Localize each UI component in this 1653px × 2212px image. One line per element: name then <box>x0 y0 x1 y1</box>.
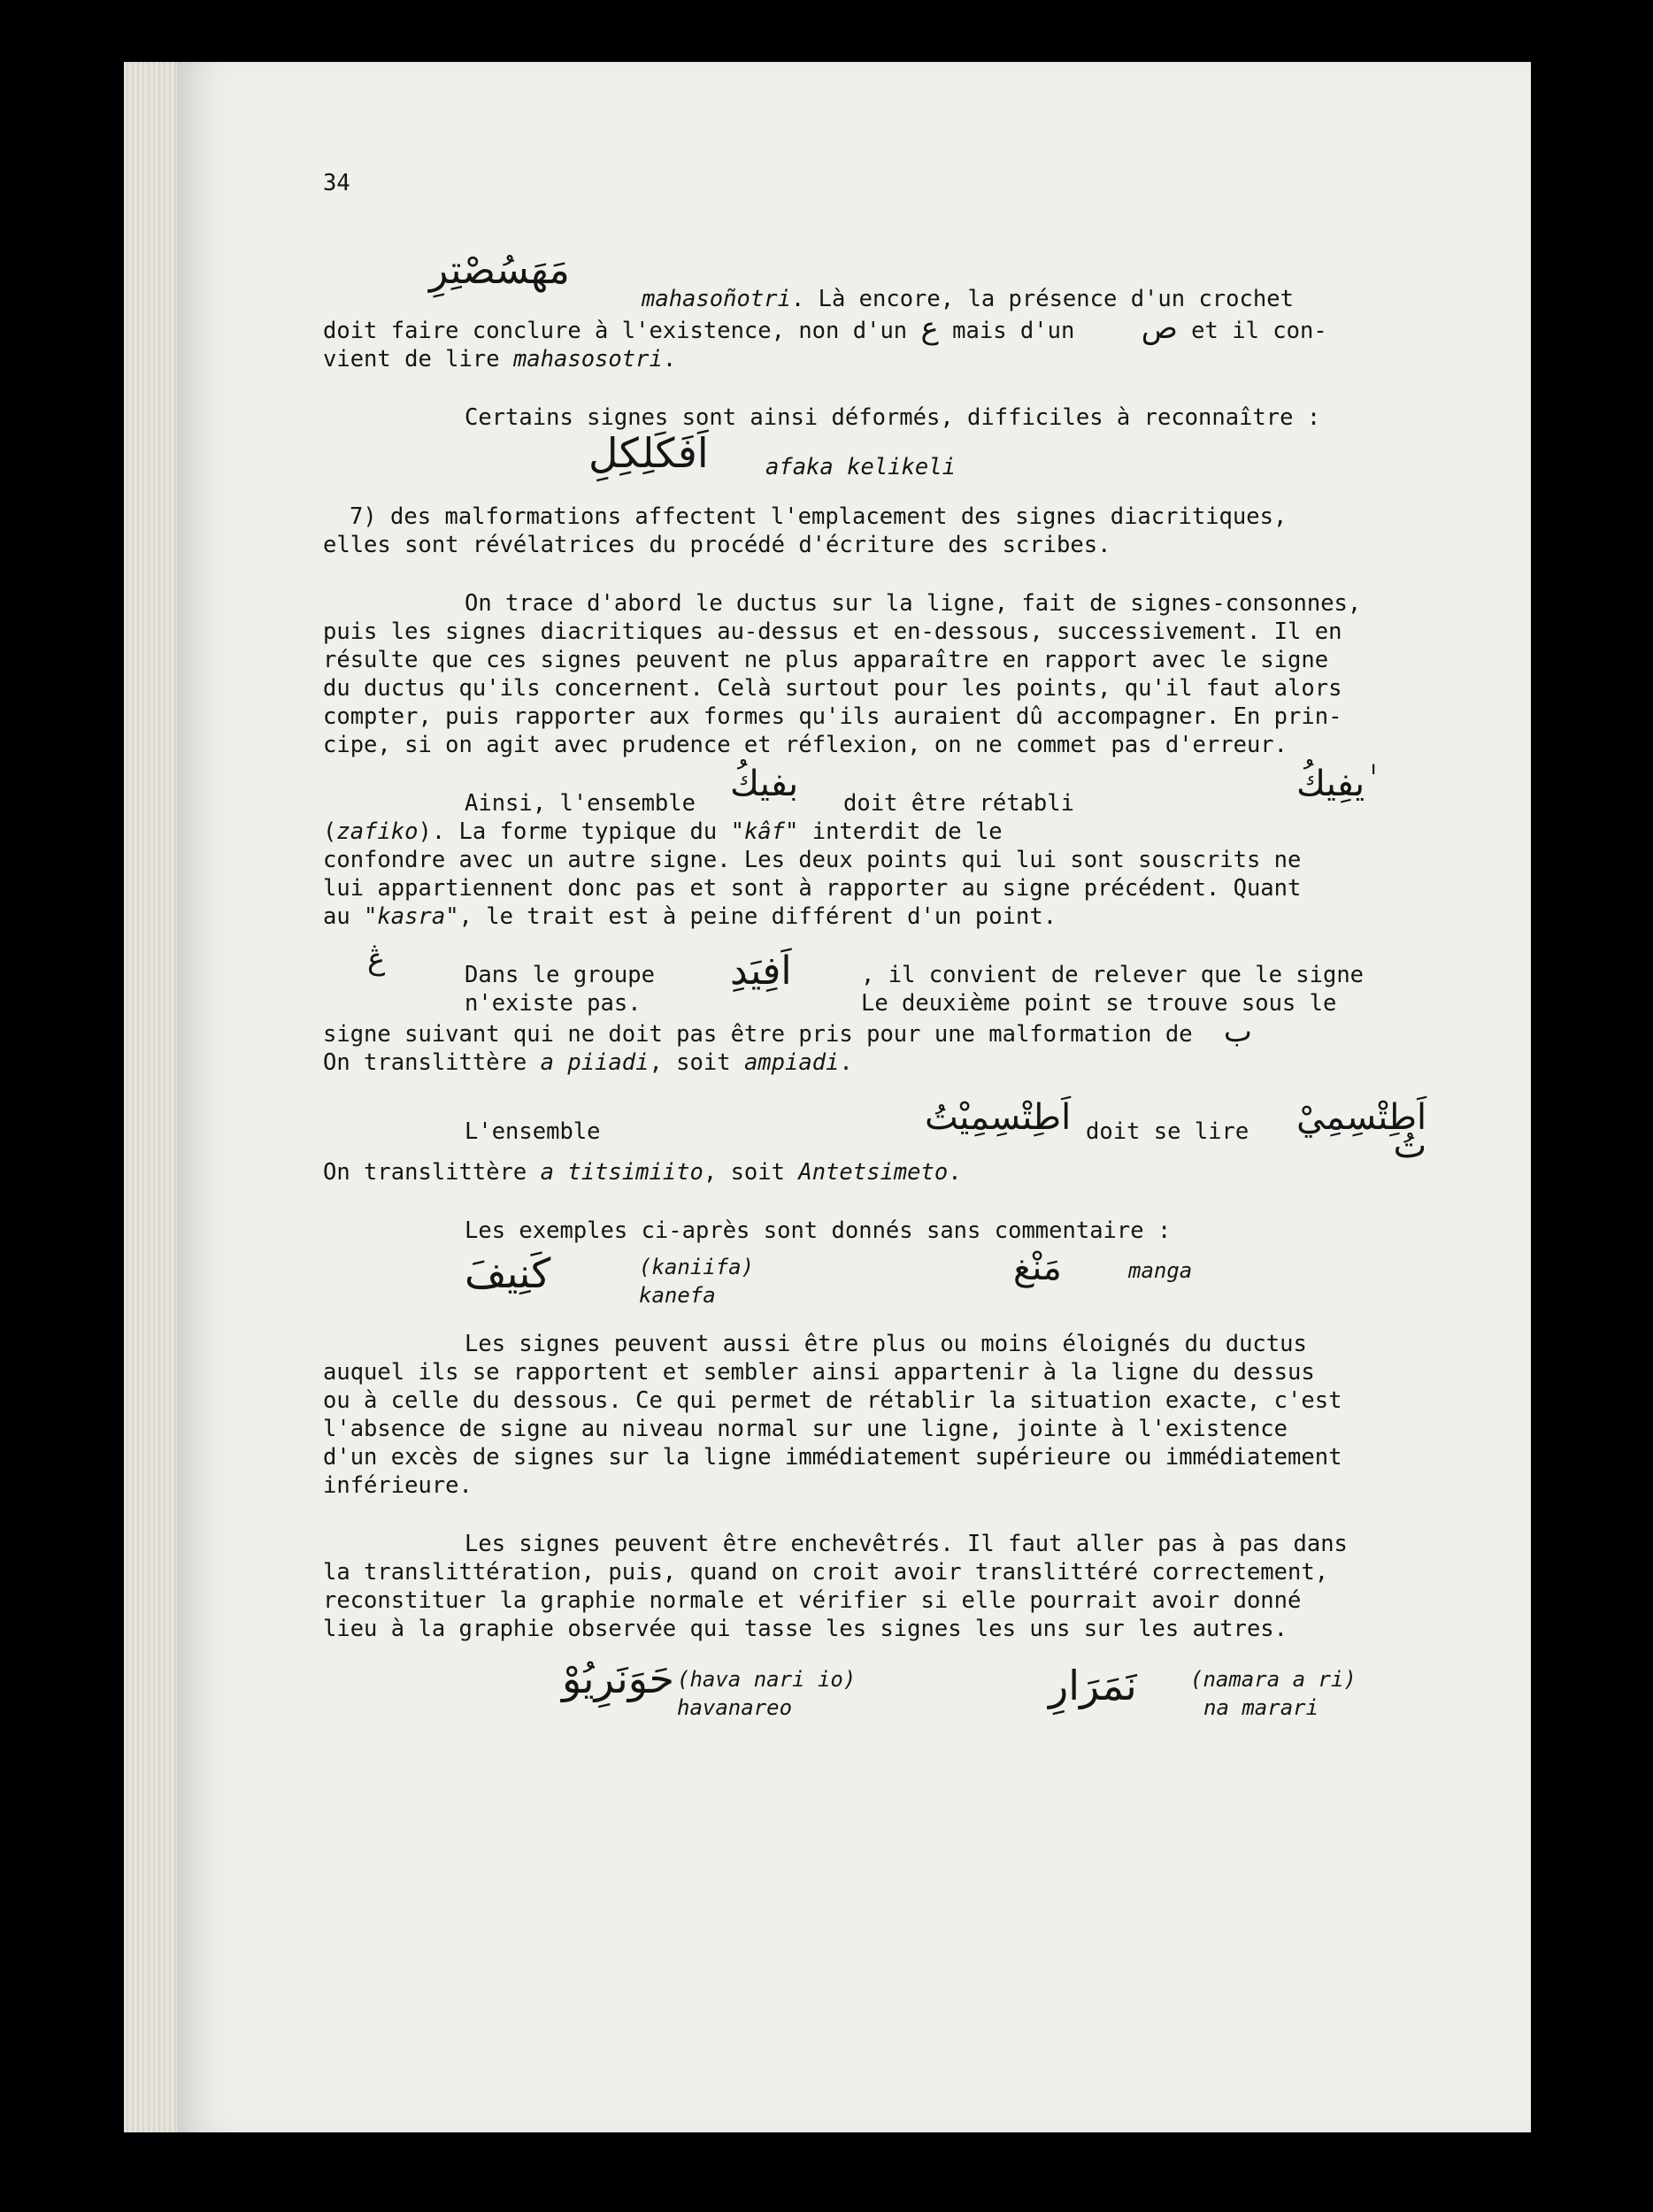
p6-line3 <box>323 1014 1394 1049</box>
p1-line3a: vient de lire <box>323 346 513 373</box>
p6-line2b: Le deuxième point se trouve sous le <box>861 990 1337 1017</box>
glyph-nga: ڠ <box>367 941 386 977</box>
p7-line2 <box>323 1158 1394 1187</box>
p6-line1 <box>323 949 1394 994</box>
p7-line1 <box>323 1097 1427 1166</box>
block-mahasonotri <box>323 168 1394 312</box>
gloss-havanareo: havanareo <box>677 1695 793 1720</box>
glyph-sad: ص <box>1141 311 1178 346</box>
page-body <box>323 168 1427 1740</box>
p6-line3a: signe suivant qui ne doit pas être pris pour une malformation de <box>323 1021 1193 1048</box>
p5-line1b: doit être rétabli <box>843 790 1074 817</box>
p7-line2b: , soit <box>703 1159 799 1186</box>
gloss-na-marari: na marari <box>1203 1695 1319 1720</box>
p4-line5: compter, puis rapporter aux formes qu'ils auraient dû accompagner. En prin- <box>323 703 1342 730</box>
glyph-ain: ع <box>920 311 939 346</box>
p4-line3: résulte que ces signes peuvent ne plus apparaître en rapport avec le signe <box>323 647 1329 673</box>
p5-line2b: ). La forme typique du " <box>418 818 744 845</box>
gloss-kanefa: kanefa <box>639 1283 716 1308</box>
arabic-namarari: نَمَرَارِ <box>1049 1662 1137 1709</box>
p1-line2 <box>323 311 1394 346</box>
p6-line4a: On translittère <box>323 1049 541 1076</box>
term-mahasonotri: mahasoñotri <box>642 286 791 312</box>
p9-line3: ou à celle du dessous. Ce qui permet de rétablir la situation exacte, c'est <box>323 1387 1342 1414</box>
p4-line4: du ductus qu'ils concernent. Celà surtout pour les points, qu'il faut alors <box>323 675 1342 702</box>
p5-line5b: ", le trait est à peine différent d'un point. <box>445 903 1057 930</box>
p10-line4: lieu à la graphie observée qui tasse les signes les uns sur les autres. <box>323 1616 1288 1642</box>
term-mahasosotri: mahasosotri <box>512 346 663 373</box>
arabic-zafiko: ٰيفِيكُ <box>1296 764 1365 804</box>
p1-line1 <box>642 285 1294 313</box>
p7-line1b: doit se lire <box>1086 1118 1249 1145</box>
p6-line1b: , il convient de relever que le signe <box>861 962 1365 988</box>
term-a-piiadi: a piiadi <box>540 1049 650 1076</box>
p8-text: Les exemples ci-après sont donnés sans commentaire : <box>465 1217 1172 1244</box>
gloss-hava-nari-io: (hava nari io) <box>677 1667 857 1692</box>
term-kaf: kâf <box>743 818 786 845</box>
gloss-kaniifa: (kaniifa) <box>639 1255 755 1279</box>
arabic-manga: مَنْغ <box>1013 1248 1062 1288</box>
p5-line2c: " interdit de le <box>785 818 1003 845</box>
p10-line2: la translittération, puis, quand on croit avoir translittéré correctement, <box>323 1559 1329 1586</box>
term-ampiadi: ampiadi <box>743 1049 840 1076</box>
p6-line2a: n'existe pas. <box>465 990 642 1017</box>
arabic-afaka-kelikeli: اَفَكَلِكِلِ <box>588 429 709 477</box>
arabic-atitsimiito: اَطِتْسِمِيْتُ <box>925 1097 1072 1138</box>
example-afaka-kelikeli <box>323 429 1394 503</box>
gloss-afaka-kelikeli: afaka kelikeli <box>765 454 956 480</box>
glyph-ba: ب <box>1223 1014 1252 1049</box>
p4-line1: On trace d'abord le ductus sur la ligne, fait de signes-consonnes, <box>465 590 1362 617</box>
p5-line5a: au " <box>323 903 378 930</box>
p10-line3: reconstituer la graphie normale et vérifier si elle pourrait avoir donné <box>323 1587 1302 1614</box>
p5-line2a: ( <box>323 818 337 845</box>
p1-lines <box>323 311 1394 373</box>
p7-line1a: L'ensemble <box>465 1118 601 1145</box>
p1-line2c: et il con- <box>1191 318 1327 344</box>
p10-line1: Les signes peuvent être enchevêtrés. Il faut aller pas à pas dans <box>465 1531 1348 1557</box>
p9-line2: auquel ils se rapportent et sembler ainsi appartenir à la ligne du dessus <box>323 1359 1315 1386</box>
examples-kanefa-manga <box>323 1245 1394 1330</box>
p5-line1 <box>323 764 1394 818</box>
arabic-afiadi: اَفِيَدِ <box>730 949 792 994</box>
p5-line3: confondre avec un autre signe. Les deux points qui lui sont souscrits ne <box>323 847 1302 873</box>
p9-line4: l'absence de signe au niveau normal sur une ligne, jointe à l'existence <box>323 1416 1288 1442</box>
p3-line2: elles sont révélatrices du procédé d'écriture des scribes. <box>323 532 1111 558</box>
p7-line2a: On translittère <box>323 1159 541 1186</box>
p3-line1: 7) des malformations affectent l'emplacement des signes diacritiques, <box>350 503 1288 530</box>
p5-line4: lui appartiennent donc pas et sont à rapporter au signe précédent. Quant <box>323 875 1302 902</box>
arabic-bifiko: بفيكُ <box>730 764 799 804</box>
term-kasra: kasra <box>377 903 446 930</box>
term-a-titsimiito: a titsimiito <box>540 1159 703 1186</box>
p5-line5 <box>323 902 1394 931</box>
term-antetsimeto: Antetsimeto <box>798 1159 949 1186</box>
p1-line2b: mais d'un <box>952 318 1075 344</box>
gloss-namara-a-ri: (namara a ri) <box>1190 1667 1357 1692</box>
page-number: 34 <box>323 170 350 196</box>
p5-line2 <box>323 818 1394 846</box>
arabic-antetsimeto: اَطِتْسِمِيْ تُ <box>1296 1097 1427 1166</box>
arabic-kanefa: كَنِيفَ <box>465 1249 551 1297</box>
p9-line1: Les signes peuvent aussi être plus ou moins éloignés du ductus <box>465 1331 1307 1357</box>
p6-line4b: , soit <box>649 1049 744 1076</box>
p6-line1a: Dans le groupe <box>465 962 655 988</box>
term-zafiko: zafiko <box>336 818 419 845</box>
arabic-havanareo: حَوَنَرِيُوْ <box>562 1655 674 1702</box>
p9-line6: inférieure. <box>323 1472 473 1499</box>
p6-line4 <box>323 1048 1394 1077</box>
p1-line1-text: . Là encore, la présence d'un crochet <box>790 286 1294 312</box>
p9-line5: d'un excès de signes sur la ligne immédiatement supérieure ou immédiatement <box>323 1444 1342 1471</box>
p4-line6: cipe, si on agit avec prudence et réflexion, on ne commet pas d'erreur. <box>323 732 1288 758</box>
p2-text: Certains signes sont ainsi déformés, difficiles à reconnaître : <box>465 404 1321 431</box>
p1-line3 <box>323 345 1394 373</box>
p6-line4c: . <box>839 1049 853 1076</box>
p1-line2a: doit faire conclure à l'existence, non d'un <box>323 318 908 344</box>
gloss-manga: manga <box>1128 1258 1193 1283</box>
p5-line1a: Ainsi, l'ensemble <box>465 790 696 817</box>
arabic-word-mahasonotri: مَهَسُصْتِرِ <box>429 248 570 293</box>
p1-line3b: . <box>662 346 677 373</box>
p7-line2c: . <box>948 1159 962 1186</box>
examples-havanareo-namarari <box>323 1643 1394 1740</box>
p4-line2: puis les signes diacritiques au-dessus et en-dessous, successivement. Il en <box>323 618 1342 645</box>
